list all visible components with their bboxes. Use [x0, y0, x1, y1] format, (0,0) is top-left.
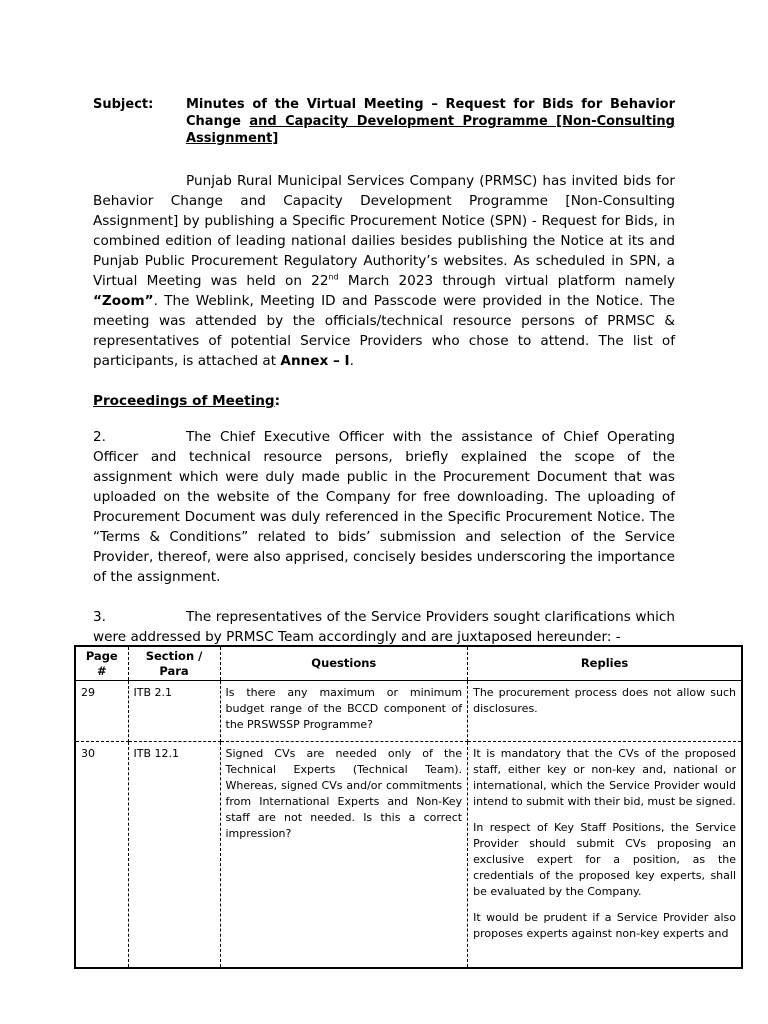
cell-reply [468, 742, 742, 969]
reply-paragraph: It is mandatory that the CVs of the proposed staff, either key or non-key and, national or international, which the Service Provider would intend to submit with their bid, must be signed. [473, 747, 736, 808]
reply-paragraph: In respect of Key Staff Positions, the Service Provider should submit CVs proposing an exclusive expert for a position, as the credentials of the proposed key experts, shall be evaluated by the Company. [473, 821, 736, 898]
intro-annex: Annex – I [280, 353, 350, 369]
intro-part2: March 2023 through virtual platform namely [338, 273, 676, 289]
proceedings-heading [93, 391, 675, 411]
document-body [93, 96, 675, 647]
reply-paragraph: The procurement process does not allow such disclosures. [473, 686, 736, 715]
proceedings-heading-text: Proceedings of Meeting [93, 393, 275, 409]
reply-paragraph: It would be prudent if a Service Provider also proposes experts against non-key experts and [473, 911, 736, 940]
paragraph-3 [93, 607, 675, 647]
paragraph-2-number: 2. [93, 429, 106, 445]
cell-section: ITB 2.1 [128, 681, 220, 742]
subject-line [93, 96, 675, 147]
cell-page: 30 [75, 742, 128, 969]
subject-text [186, 96, 675, 147]
subject-text-underlined: and Capacity Development Programme [Non-Consulting Assignment] [186, 114, 675, 146]
paragraph-3-text: The representatives of the Service Providers sought clarifications which were addressed by PRMSC Team accordingly and are juxtaposed hereunder: - [93, 609, 675, 645]
intro-part3: . The Weblink, Meeting ID and Passcode were provided in the Notice. The meeting was attended by the officials/technical resource persons of PRMSC & representatives of potential Service Providers who chose to attend. The list of participants, is attached at [93, 293, 675, 369]
header-section: Section / Para [128, 646, 220, 681]
paragraph-2 [93, 427, 675, 587]
paragraph-2-text: The Chief Executive Officer with the assistance of Chief Operating Officer and technical resource persons, briefly explained the scope of the assignment which were duly made public in the Procurement Document that was uploaded on the website of the Company for free downloading. The uploading of Procurement Document was duly referenced in the Specific Procurement Notice. The “Terms & Conditions” related to bids’ submission and selection of the Service Provider, thereof, were also apprised, concisely besides underscoring the importance of the assignment. [93, 429, 675, 585]
paragraph-3-number: 3. [93, 609, 106, 625]
clarifications-table [74, 645, 743, 969]
intro-end: . [349, 353, 354, 369]
cell-question: Signed CVs are needed only of the Technical Experts (Technical Team). Whereas, signed CVs and/or commitments from International Experts and Non-Key staff are not needed. Is this a correct impression? [220, 742, 468, 969]
cell-page: 29 [75, 681, 128, 742]
table-row [75, 742, 742, 969]
proceedings-heading-colon: : [274, 393, 281, 409]
cell-question: Is there any maximum or minimum budget range of the BCCD component of the PRSWSSP Programme? [220, 681, 468, 742]
subject-label: Subject: [93, 97, 154, 112]
subject-text-plain: Minutes of the Virtual Meeting – Request for Bids for Behavior Change [186, 97, 675, 129]
intro-superscript: nd [328, 272, 339, 282]
cell-section: ITB 12.1 [128, 742, 220, 969]
header-questions: Questions [220, 646, 468, 681]
table-row [75, 681, 742, 742]
cell-reply [468, 681, 742, 742]
intro-part1: Punjab Rural Municipal Services Company (PRMSC) has invited bids for Behavior Change and Capacity Development Programme [Non-Consulting Assignment] by publishing a Specific Procurement Notice (SPN) - Request for Bids, in combined edition of leading national dailies besides publishing the Notice at its and Punjab Public Procurement Regulatory Authority’s websites. As scheduled in SPN, a Virtual Meeting was held on 22 [93, 173, 675, 289]
header-replies: Replies [468, 646, 742, 681]
table-header-row [75, 646, 742, 681]
intro-paragraph [93, 171, 675, 371]
intro-zoom: “Zoom” [93, 293, 154, 309]
header-page: Page # [75, 646, 128, 681]
